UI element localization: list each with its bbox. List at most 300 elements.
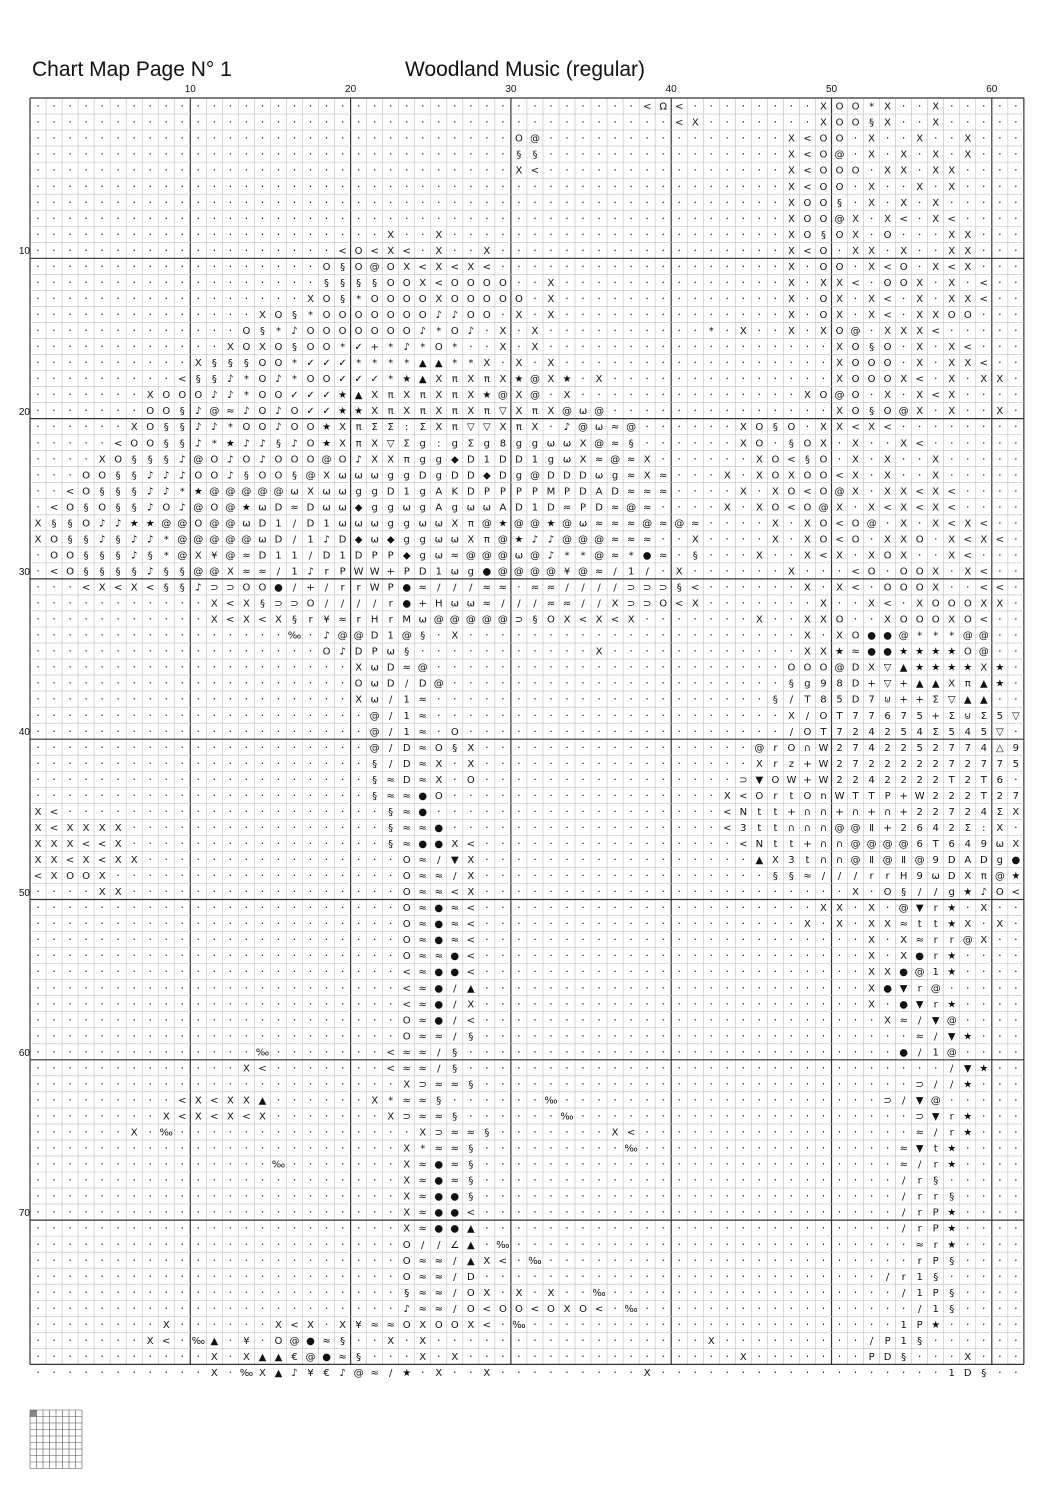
grid-cell-symbol: ·: [485, 1237, 489, 1251]
grid-cell-symbol: ·: [757, 564, 762, 578]
grid-cell-symbol: ·: [148, 1061, 152, 1075]
grid-cell-symbol: *: [452, 342, 458, 354]
grid-cell-symbol: ·: [100, 291, 104, 305]
grid-cell-symbol: ·: [485, 660, 489, 674]
grid-cell-symbol: ·: [597, 1029, 601, 1043]
grid-cell-symbol: <: [739, 839, 748, 850]
grid-cell-symbol: ·: [244, 1029, 249, 1043]
grid-cell-symbol: §: [468, 1191, 474, 1203]
grid-cell-symbol: ·: [292, 147, 297, 161]
grid-cell-symbol: ·: [292, 1189, 297, 1203]
grid-cell-symbol: ·: [821, 564, 826, 578]
grid-cell-symbol: ·: [68, 1205, 72, 1219]
grid-cell-symbol: ·: [196, 885, 201, 899]
grid-cell-symbol: ·: [132, 372, 136, 386]
grid-cell-symbol: ★: [931, 1319, 941, 1331]
grid-cell-symbol: ·: [645, 243, 649, 257]
grid-cell-symbol: P: [531, 486, 538, 498]
grid-cell-symbol: ·: [148, 195, 152, 209]
grid-cell-symbol: ·: [196, 965, 201, 979]
grid-cell-symbol: ·: [420, 147, 425, 161]
grid-cell-symbol: ·: [116, 163, 120, 177]
grid-cell-symbol: ·: [36, 1365, 40, 1379]
grid-cell-symbol: ¥: [307, 1367, 314, 1379]
grid-cell-symbol: ·: [565, 1317, 569, 1331]
grid-cell-symbol: ·: [645, 404, 649, 418]
grid-cell-symbol: ·: [613, 660, 617, 674]
grid-cell-symbol: ·: [837, 949, 842, 963]
grid-cell-symbol: §: [211, 358, 217, 370]
grid-cell-symbol: X: [996, 822, 1004, 834]
grid-cell-symbol: ·: [36, 997, 40, 1011]
grid-cell-symbol: ·: [998, 147, 1002, 161]
grid-cell-symbol: §: [259, 598, 265, 610]
grid-cell-symbol: ·: [68, 885, 72, 899]
grid-cell-symbol: ≈: [402, 806, 411, 818]
grid-cell-symbol: ·: [773, 372, 778, 386]
grid-cell-symbol: ·: [116, 211, 120, 225]
grid-cell-symbol: X: [804, 390, 811, 402]
grid-cell-symbol: ·: [485, 869, 489, 883]
grid-cell-symbol: ·: [1014, 1333, 1018, 1347]
grid-cell-symbol: *: [420, 1143, 426, 1155]
grid-cell-symbol: O: [819, 197, 828, 209]
grid-cell-symbol: ·: [773, 564, 778, 578]
grid-cell-symbol: O: [402, 1319, 411, 1331]
grid-cell-symbol: O: [386, 261, 395, 273]
grid-cell-symbol: O: [146, 438, 155, 450]
grid-cell-symbol: ·: [773, 676, 778, 690]
grid-cell-symbol: ·: [949, 1317, 954, 1331]
grid-cell-symbol: ·: [677, 500, 681, 514]
grid-cell-symbol: /: [901, 1175, 906, 1187]
grid-cell-symbol: ·: [773, 1269, 778, 1283]
grid-cell-symbol: ·: [517, 1109, 521, 1123]
grid-cell-symbol: ·: [565, 308, 569, 322]
grid-cell-symbol: ·: [340, 1157, 345, 1171]
grid-cell-symbol: O: [274, 358, 283, 370]
grid-cell-symbol: ·: [597, 981, 601, 995]
grid-cell-symbol: <: [835, 534, 844, 546]
grid-cell-symbol: ·: [677, 933, 681, 947]
grid-cell-symbol: ·: [853, 1045, 858, 1059]
grid-cell-symbol: ·: [52, 195, 56, 209]
grid-cell-symbol: ·: [693, 564, 697, 578]
grid-cell-symbol: ·: [853, 1173, 858, 1187]
grid-cell-symbol: ·: [372, 115, 377, 129]
grid-cell-symbol: X: [868, 999, 876, 1011]
grid-cell-symbol: ·: [741, 1365, 746, 1379]
grid-cell-symbol: N: [755, 839, 764, 850]
grid-cell-symbol: ★: [354, 406, 364, 418]
grid-cell-symbol: ·: [1014, 1029, 1018, 1043]
grid-cell-symbol: ·: [276, 853, 281, 867]
grid-cell-symbol: ·: [853, 1221, 858, 1235]
grid-cell-symbol: O: [290, 422, 299, 434]
grid-cell-symbol: <: [995, 534, 1005, 546]
grid-cell-symbol: §: [772, 694, 778, 706]
grid-cell-symbol: ·: [196, 1349, 201, 1363]
grid-cell-symbol: ·: [340, 1077, 345, 1091]
grid-cell-symbol: ≈: [434, 887, 443, 899]
grid-cell-symbol: X: [788, 277, 795, 289]
grid-cell-symbol: ·: [244, 901, 249, 915]
grid-cell-symbol: O: [370, 310, 379, 322]
grid-cell-symbol: ▼: [899, 983, 908, 995]
grid-cell-symbol: ·: [36, 708, 40, 722]
grid-cell-symbol: ▲: [466, 983, 475, 995]
grid-cell-symbol: ·: [966, 981, 970, 995]
grid-cell-symbol: §: [163, 566, 169, 578]
grid-cell-symbol: ·: [998, 227, 1002, 241]
grid-cell-symbol: ·: [757, 1221, 762, 1235]
grid-cell-symbol: ·: [661, 131, 665, 145]
grid-cell-symbol: ·: [709, 99, 714, 113]
grid-cell-symbol: ·: [485, 837, 489, 850]
grid-cell-symbol: A: [435, 502, 443, 514]
grid-cell-symbol: ·: [276, 1285, 281, 1299]
grid-cell-symbol: ·: [52, 1349, 56, 1363]
grid-cell-symbol: ·: [164, 965, 168, 979]
grid-cell-symbol: X: [836, 277, 843, 289]
grid-cell-symbol: X: [451, 839, 459, 850]
grid-cell-symbol: ·: [533, 756, 537, 770]
grid-cell-symbol: ≈: [418, 1287, 427, 1299]
grid-cell-symbol: ·: [100, 404, 104, 418]
grid-cell-symbol: ω: [995, 839, 1005, 850]
grid-cell-symbol: ≈: [418, 919, 427, 931]
grid-cell-symbol: ·: [677, 259, 681, 273]
grid-cell-symbol: ·: [324, 981, 329, 995]
grid-cell-symbol: §: [131, 454, 137, 466]
grid-cell-symbol: ✓: [338, 374, 347, 386]
grid-cell-symbol: ≈: [418, 871, 427, 883]
grid-cell-symbol: ▽: [466, 422, 475, 434]
grid-cell-symbol: ·: [260, 227, 265, 241]
grid-cell-symbol: ·: [36, 1029, 40, 1043]
grid-cell-symbol: ·: [164, 837, 168, 850]
grid-cell-symbol: X: [723, 790, 731, 802]
grid-cell-symbol: ·: [966, 468, 970, 482]
grid-cell-symbol: X: [868, 133, 876, 145]
grid-cell-symbol: ·: [276, 820, 281, 834]
grid-cell-symbol: ·: [869, 1285, 874, 1299]
grid-cell-symbol: @: [946, 1047, 957, 1059]
grid-cell-symbol: ·: [565, 340, 569, 354]
grid-cell-symbol: O: [466, 774, 475, 786]
grid-cell-symbol: ·: [100, 740, 104, 754]
grid-cell-symbol: ·: [677, 853, 681, 867]
grid-cell-symbol: ω: [322, 502, 331, 514]
grid-cell-symbol: /: [437, 1063, 441, 1075]
grid-cell-symbol: ·: [52, 1125, 56, 1139]
grid-cell-symbol: ·: [228, 901, 233, 915]
grid-cell-symbol: ·: [501, 99, 505, 113]
grid-cell-symbol: ·: [212, 275, 217, 289]
grid-cell-symbol: ·: [244, 933, 249, 947]
grid-cell-symbol: D: [258, 550, 267, 562]
grid-cell-symbol: ≈: [418, 1031, 427, 1043]
grid-cell-symbol: ·: [372, 1125, 377, 1139]
grid-cell-symbol: ·: [196, 1173, 201, 1187]
grid-cell-symbol: ·: [741, 1045, 746, 1059]
grid-cell-symbol: @: [193, 566, 204, 578]
grid-cell-symbol: ·: [773, 388, 778, 402]
grid-cell-symbol: X: [868, 181, 876, 193]
grid-cell-symbol: ·: [741, 1205, 746, 1219]
grid-cell-symbol: ·: [709, 500, 714, 514]
grid-cell-symbol: X: [948, 358, 956, 370]
grid-cell-symbol: ·: [501, 1333, 505, 1347]
grid-cell-symbol: ·: [517, 692, 521, 706]
grid-cell-symbol: ·: [901, 420, 906, 434]
grid-cell-symbol: X: [467, 406, 475, 418]
grid-cell-symbol: ·: [533, 243, 537, 257]
grid-cell-symbol: ·: [164, 356, 168, 370]
grid-cell-symbol: ·: [36, 772, 40, 786]
grid-cell-symbol: ·: [661, 1013, 665, 1027]
grid-cell-symbol: ·: [805, 885, 810, 899]
grid-cell-symbol: X: [563, 390, 571, 402]
grid-cell-symbol: ●: [434, 1159, 444, 1171]
grid-cell-symbol: O: [162, 390, 171, 402]
grid-cell-symbol: ·: [324, 660, 329, 674]
column-number: 50: [825, 84, 838, 95]
grid-cell-symbol: ·: [821, 628, 826, 642]
grid-cell-symbol: ·: [757, 243, 762, 257]
grid-cell-symbol: ·: [260, 724, 265, 738]
grid-cell-symbol: 7: [852, 742, 859, 754]
grid-cell-symbol: ·: [901, 596, 906, 610]
grid-cell-symbol: X: [194, 550, 202, 562]
grid-cell-symbol: X: [691, 598, 699, 610]
grid-cell-symbol: ·: [308, 933, 313, 947]
grid-cell-symbol: §: [388, 822, 394, 834]
grid-cell-symbol: ≈: [242, 566, 251, 578]
grid-cell-symbol: ·: [1014, 1365, 1018, 1379]
grid-cell-symbol: 2: [932, 774, 939, 786]
grid-cell-symbol: ·: [597, 211, 601, 225]
grid-cell-symbol: ·: [885, 1237, 890, 1251]
grid-cell-symbol: ·: [196, 997, 201, 1011]
grid-cell-symbol: @: [305, 470, 316, 482]
grid-cell-symbol: ·: [132, 1141, 136, 1155]
grid-cell-symbol: ·: [324, 163, 329, 177]
grid-cell-symbol: ·: [164, 1205, 168, 1219]
grid-cell-symbol: ·: [244, 885, 249, 899]
grid-cell-symbol: ·: [549, 628, 553, 642]
grid-cell-symbol: §: [420, 630, 426, 642]
grid-cell-symbol: ·: [581, 99, 585, 113]
grid-cell-symbol: ·: [549, 692, 553, 706]
grid-cell-symbol: ·: [212, 1157, 217, 1171]
grid-cell-symbol: ·: [501, 1029, 505, 1043]
grid-cell-symbol: ·: [404, 1333, 409, 1347]
grid-cell-symbol: X: [755, 470, 763, 482]
grid-cell-symbol: ·: [661, 804, 665, 818]
grid-cell-symbol: ·: [100, 1125, 104, 1139]
grid-cell-symbol: ·: [645, 1077, 649, 1091]
grid-cell-symbol: ·: [260, 772, 265, 786]
grid-cell-symbol: ·: [116, 1013, 120, 1027]
grid-cell-symbol: ·: [276, 211, 281, 225]
grid-cell-symbol: ·: [132, 1237, 136, 1251]
grid-cell-symbol: ≈: [450, 1159, 459, 1171]
grid-cell-symbol: <: [418, 261, 427, 273]
grid-cell-symbol: ●: [402, 598, 412, 610]
grid-cell-symbol: ·: [677, 740, 681, 754]
grid-cell-symbol: ·: [517, 1013, 521, 1027]
grid-cell-symbol: ·: [725, 291, 730, 305]
grid-cell-symbol: ·: [661, 404, 665, 418]
grid-cell-symbol: ·: [581, 308, 585, 322]
grid-cell-symbol: ·: [613, 227, 617, 241]
grid-cell-symbol: X: [916, 342, 924, 354]
grid-cell-symbol: ·: [228, 1365, 233, 1379]
grid-cell-symbol: O: [386, 293, 395, 305]
grid-cell-symbol: §: [372, 790, 378, 802]
grid-cell-symbol: ·: [52, 1285, 56, 1299]
grid-cell-symbol: ·: [709, 179, 714, 193]
grid-cell-symbol: ≈: [626, 534, 636, 546]
grid-cell-symbol: <: [81, 839, 91, 850]
grid-cell-symbol: ·: [565, 837, 569, 850]
grid-cell-symbol: ·: [437, 211, 441, 225]
grid-cell-symbol: ·: [933, 227, 938, 241]
grid-cell-symbol: ·: [677, 1141, 681, 1155]
grid-cell-symbol: O: [498, 277, 507, 289]
grid-cell-symbol: X: [242, 1063, 250, 1075]
grid-cell-symbol: ·: [629, 788, 633, 802]
grid-cell-symbol: ·: [805, 1061, 810, 1075]
grid-cell-symbol: ·: [36, 564, 40, 578]
grid-cell-symbol: ·: [180, 211, 185, 225]
grid-cell-symbol: ·: [148, 853, 152, 867]
grid-cell-symbol: O: [803, 229, 812, 241]
grid-cell-symbol: ·: [308, 115, 313, 129]
grid-cell-symbol: ·: [100, 692, 104, 706]
grid-cell-symbol: 7: [948, 806, 955, 818]
grid-cell-symbol: ·: [725, 660, 730, 674]
grid-cell-symbol: ≈: [402, 839, 411, 850]
grid-cell-symbol: ·: [805, 1109, 810, 1123]
grid-cell-symbol: ·: [741, 660, 746, 674]
grid-cell-symbol: ·: [645, 820, 649, 834]
grid-cell-symbol: 2: [836, 742, 843, 754]
grid-cell-symbol: ·: [148, 772, 152, 786]
grid-cell-symbol: ·: [324, 1157, 329, 1171]
grid-cell-symbol: X: [595, 374, 603, 386]
grid-cell-symbol: ·: [805, 1189, 810, 1203]
grid-cell-symbol: ·: [276, 660, 281, 674]
grid-cell-symbol: ·: [324, 1221, 329, 1235]
grid-cell-symbol: ·: [741, 756, 746, 770]
grid-cell-symbol: ·: [597, 756, 601, 770]
grid-cell-symbol: <: [466, 935, 476, 947]
grid-cell-symbol: ·: [228, 708, 233, 722]
grid-cell-symbol: ≈: [450, 1175, 459, 1187]
grid-cell-symbol: ·: [613, 131, 617, 145]
grid-cell-symbol: ·: [949, 981, 954, 995]
grid-cell-symbol: X: [884, 470, 892, 482]
grid-cell-symbol: ≈: [915, 935, 924, 947]
grid-cell-symbol: O: [851, 358, 860, 370]
grid-cell-symbol: ·: [388, 1173, 393, 1187]
grid-cell-symbol: ω: [338, 470, 347, 482]
grid-cell-symbol: X: [531, 422, 539, 434]
grid-cell-symbol: ·: [853, 917, 858, 931]
grid-cell-symbol: 2: [884, 726, 891, 738]
grid-cell-symbol: ·: [36, 1333, 40, 1347]
grid-cell-symbol: §: [933, 1175, 939, 1187]
grid-cell-symbol: ·: [885, 564, 890, 578]
grid-cell-symbol: ·: [901, 452, 906, 466]
grid-cell-symbol: ·: [340, 660, 345, 674]
grid-cell-symbol: ·: [789, 1077, 794, 1091]
grid-cell-symbol: ·: [645, 644, 649, 658]
grid-cell-symbol: X: [820, 117, 827, 129]
grid-cell-symbol: ·: [549, 420, 553, 434]
grid-cell-symbol: ·: [501, 163, 505, 177]
grid-cell-symbol: X: [884, 326, 892, 338]
grid-cell-symbol: O: [402, 293, 411, 305]
grid-cell-symbol: ·: [1014, 163, 1018, 177]
grid-cell-symbol: ·: [324, 1317, 329, 1331]
grid-cell-symbol: ·: [68, 692, 72, 706]
grid-cell-symbol: ·: [901, 227, 906, 241]
grid-cell-symbol: ·: [677, 660, 681, 674]
grid-cell-symbol: ·: [645, 372, 649, 386]
grid-cell-symbol: ·: [148, 1285, 152, 1299]
grid-cell-symbol: ·: [869, 275, 874, 289]
grid-cell-symbol: ·: [180, 324, 185, 338]
grid-cell-symbol: ·: [693, 1045, 697, 1059]
grid-cell-symbol: ★: [338, 390, 348, 402]
grid-cell-symbol: ·: [68, 965, 72, 979]
grid-cell-symbol: ·: [84, 1013, 88, 1027]
grid-cell-symbol: ·: [52, 243, 56, 257]
grid-cell-symbol: X: [98, 454, 106, 466]
grid-cell-symbol: ·: [276, 1205, 281, 1219]
grid-cell-symbol: ·: [324, 949, 329, 963]
grid-cell-symbol: X: [836, 422, 843, 434]
grid-cell-symbol: ★: [402, 1367, 412, 1379]
grid-cell-symbol: O: [322, 326, 331, 338]
grid-cell-symbol: ·: [789, 1221, 794, 1235]
grid-cell-symbol: ·: [68, 1157, 72, 1171]
grid-cell-symbol: ·: [68, 1269, 72, 1283]
grid-cell-symbol: ·: [244, 917, 249, 931]
grid-cell-symbol: §: [917, 1335, 923, 1347]
grid-cell-symbol: ·: [292, 1285, 297, 1299]
grid-cell-symbol: ·: [276, 115, 281, 129]
grid-cell-symbol: ▲: [274, 1351, 283, 1363]
grid-cell-symbol: ·: [308, 1013, 313, 1027]
grid-cell-symbol: O: [370, 293, 379, 305]
grid-cell-symbol: <: [691, 582, 700, 594]
grid-cell-symbol: ·: [549, 1253, 553, 1267]
grid-cell-symbol: ·: [68, 1045, 72, 1059]
grid-cell-symbol: ·: [68, 1013, 72, 1027]
grid-cell-symbol: ·: [693, 853, 697, 867]
grid-cell-symbol: ·: [420, 644, 425, 658]
grid-cell-symbol: ·: [693, 724, 697, 738]
grid-cell-symbol: X: [467, 871, 475, 883]
grid-cell-symbol: ·: [709, 420, 714, 434]
grid-cell-symbol: O: [514, 293, 523, 305]
grid-cell-symbol: ·: [549, 1029, 553, 1043]
grid-cell-symbol: ·: [597, 1365, 601, 1379]
